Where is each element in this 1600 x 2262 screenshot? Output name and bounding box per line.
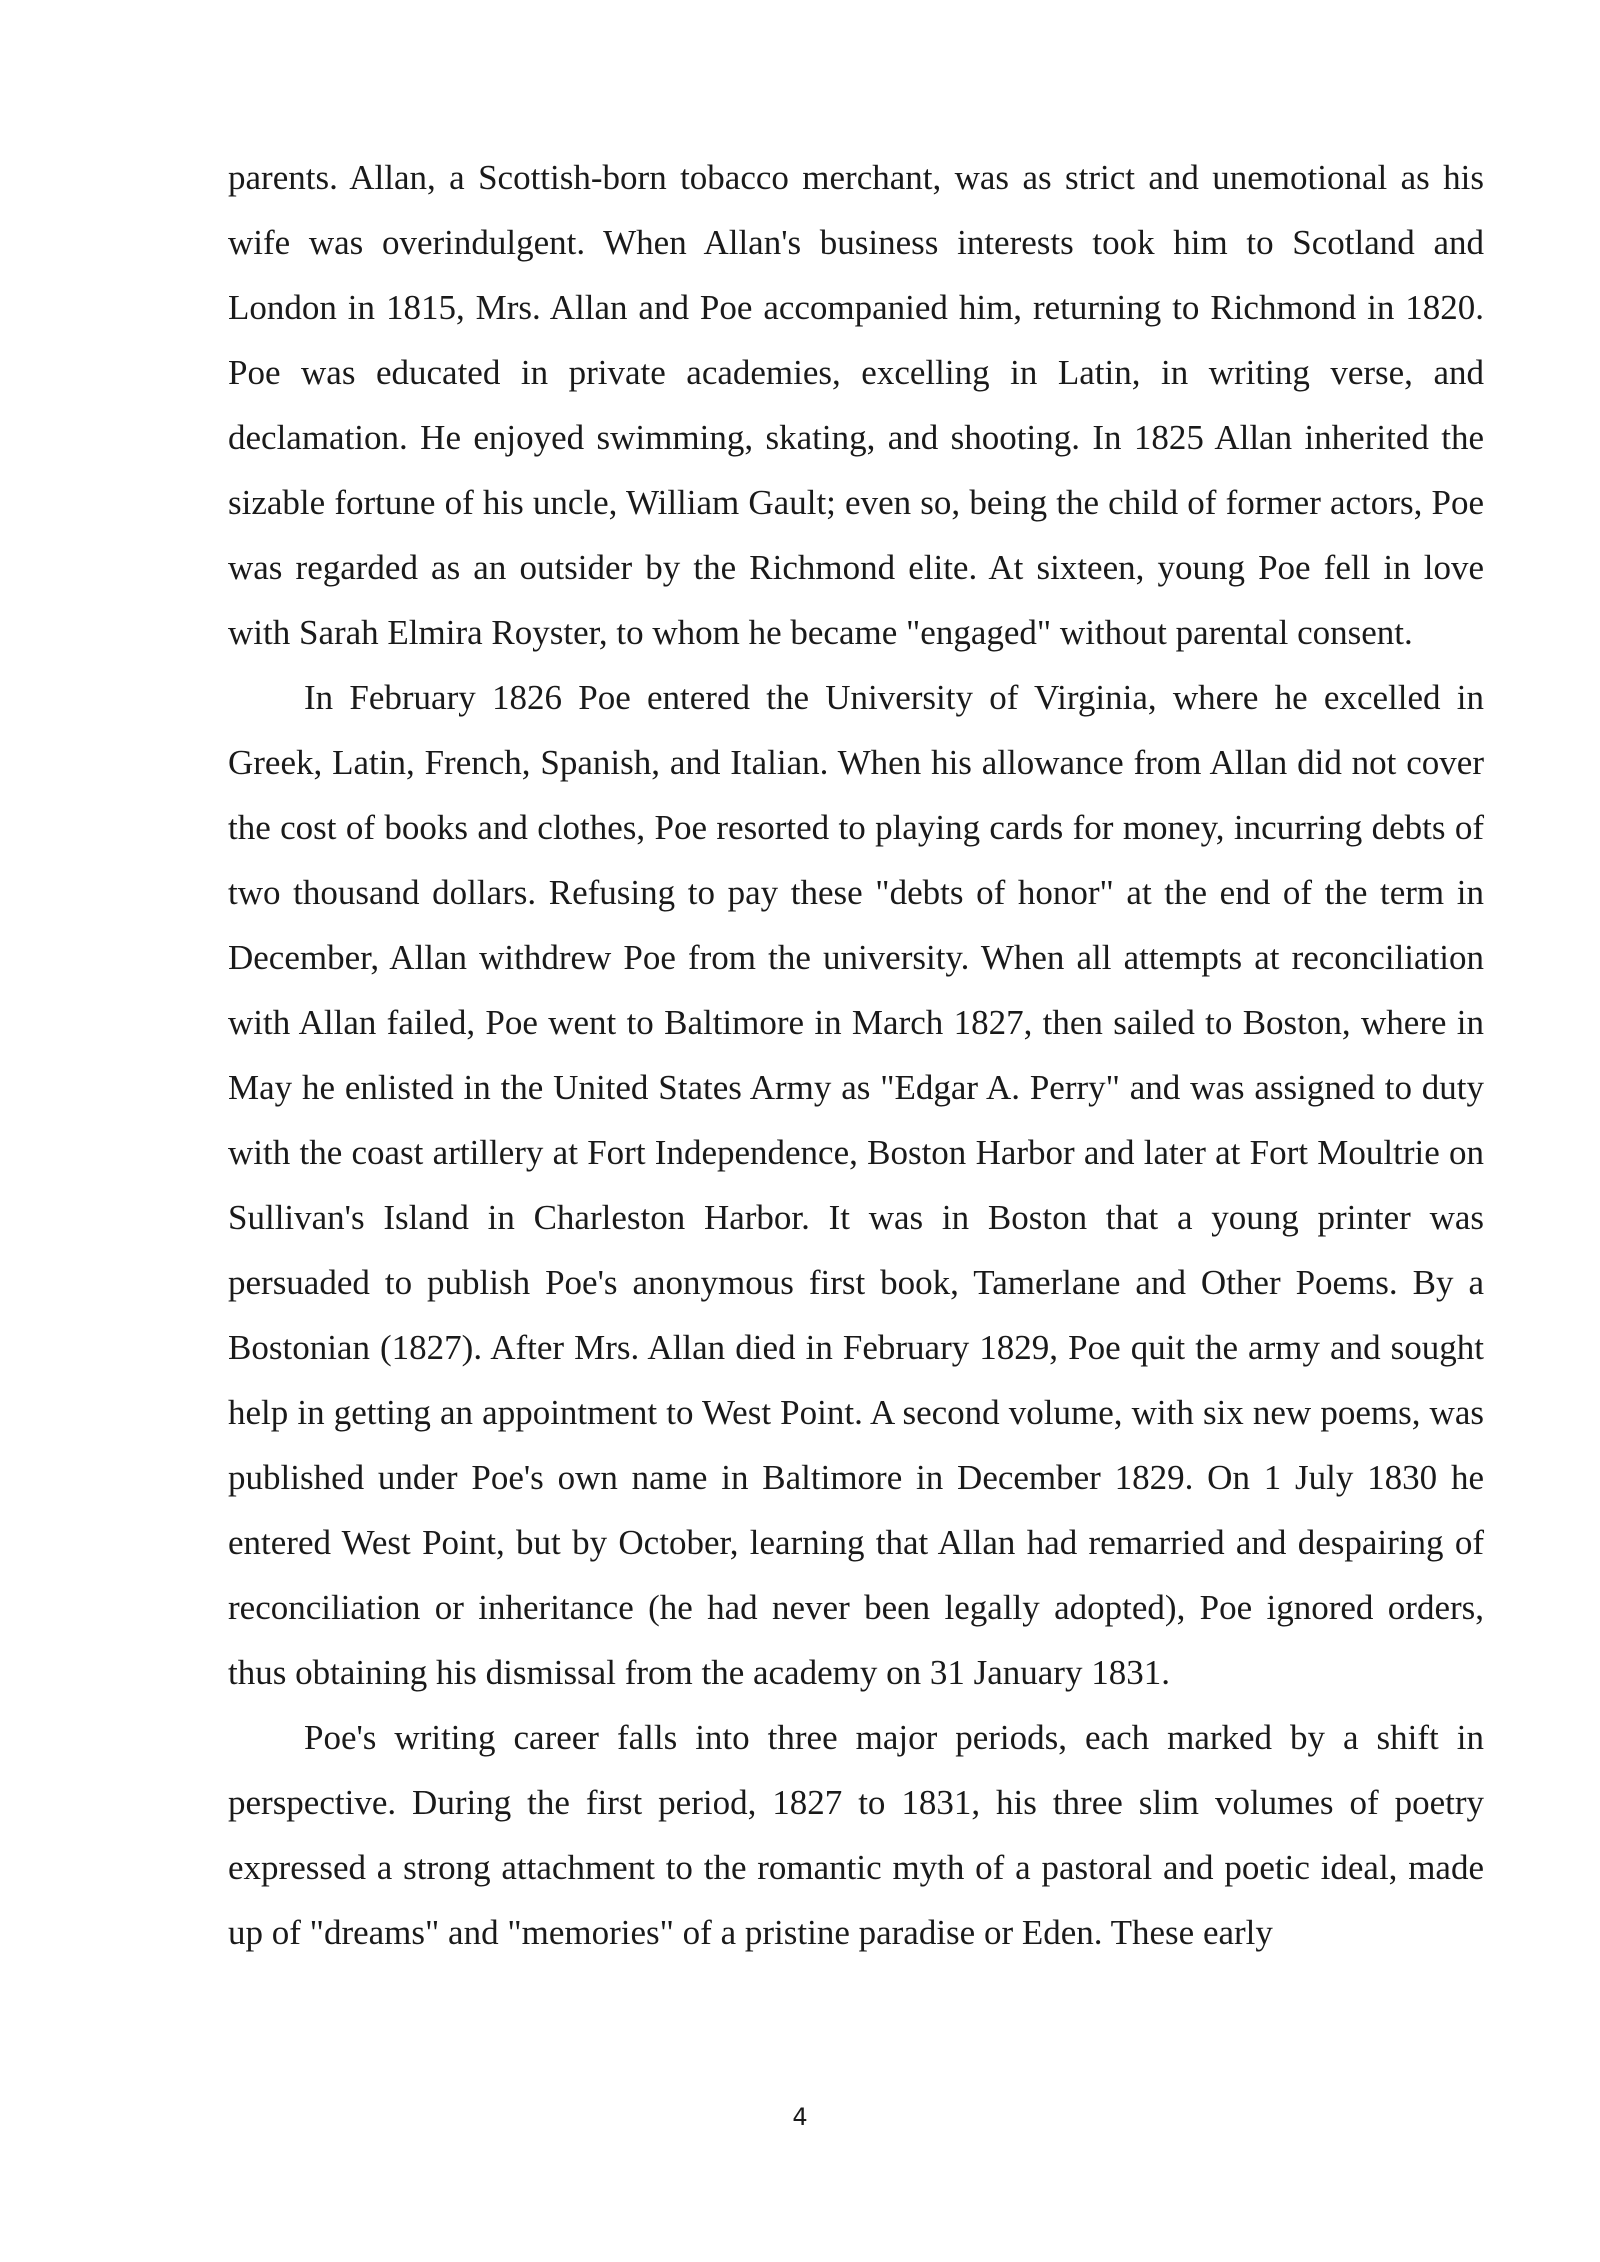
paragraph-2: In February 1826 Poe entered the University of Virginia, where he excelled in Greek, Latin, French, Spanish, and Italian. When his allowance from Allan did not cover the cost of books and clothes, Poe resorted to playing cards for money, incurring debts of two thousand dollars. Refusing to pay these "debts of honor" at the end of the term in December, Allan withdrew Poe from the university. When all attempts at reconciliation with Allan failed, Poe went to Baltimore in March 1827, then sailed to Boston, where in May he enlisted in the United States Army as "Edgar A. Perry" and was assigned to duty with the coast artillery at Fort Independence, Boston Harbor and later at Fort Moultrie on Sullivan's Island in Charleston Harbor. It was in Boston that a young printer was persuaded to publish Poe's anonymous first book, Tamerlane and Other Poems. By a Bostonian (1827). After Mrs. Allan died in February 1829, Poe quit the army and sought help in getting an appointment to West Point. A second volume, with six new poems, was published under Poe's own name in Baltimore in December 1829. On 1 July 1830 he entered West Point, but by October, learning that Allan had remarried and despairing of reconciliation or inheritance (he had never been legally adopted), Poe ignored orders, thus obtaining his dismissal from the academy on 31 January 1831. [228,678,1484,1692]
paragraph-3: Poe's writing career falls into three major periods, each marked by a shift in perspective. During the first period, 1827 to 1831, his three slim volumes of poetry expressed a strong attachment to the romantic myth of a pastoral and poetic ideal, made up of "dreams" and "memories" of a pristine paradise or Eden. These early [228,1718,1484,1952]
body-text [228,145,1484,1965]
page-number: 4 [792,2103,808,2131]
paragraph-1: parents. Allan, a Scottish-born tobacco merchant, was as strict and unemotional as his wife was overindulgent. When Allan's business interests took him to Scotland and London in 1815, Mrs. Allan and Poe accompanied him, returning to Richmond in 1820. Poe was educated in private academies, excelling in Latin, in writing verse, and declamation. He enjoyed swimming, skating, and shooting. In 1825 Allan inherited the sizable fortune of his uncle, William Gault; even so, being the child of former actors, Poe was regarded as an outsider by the Richmond elite. At sixteen, young Poe fell in love with Sarah Elmira Royster, to whom he became "engaged" without parental consent. [228,158,1484,652]
